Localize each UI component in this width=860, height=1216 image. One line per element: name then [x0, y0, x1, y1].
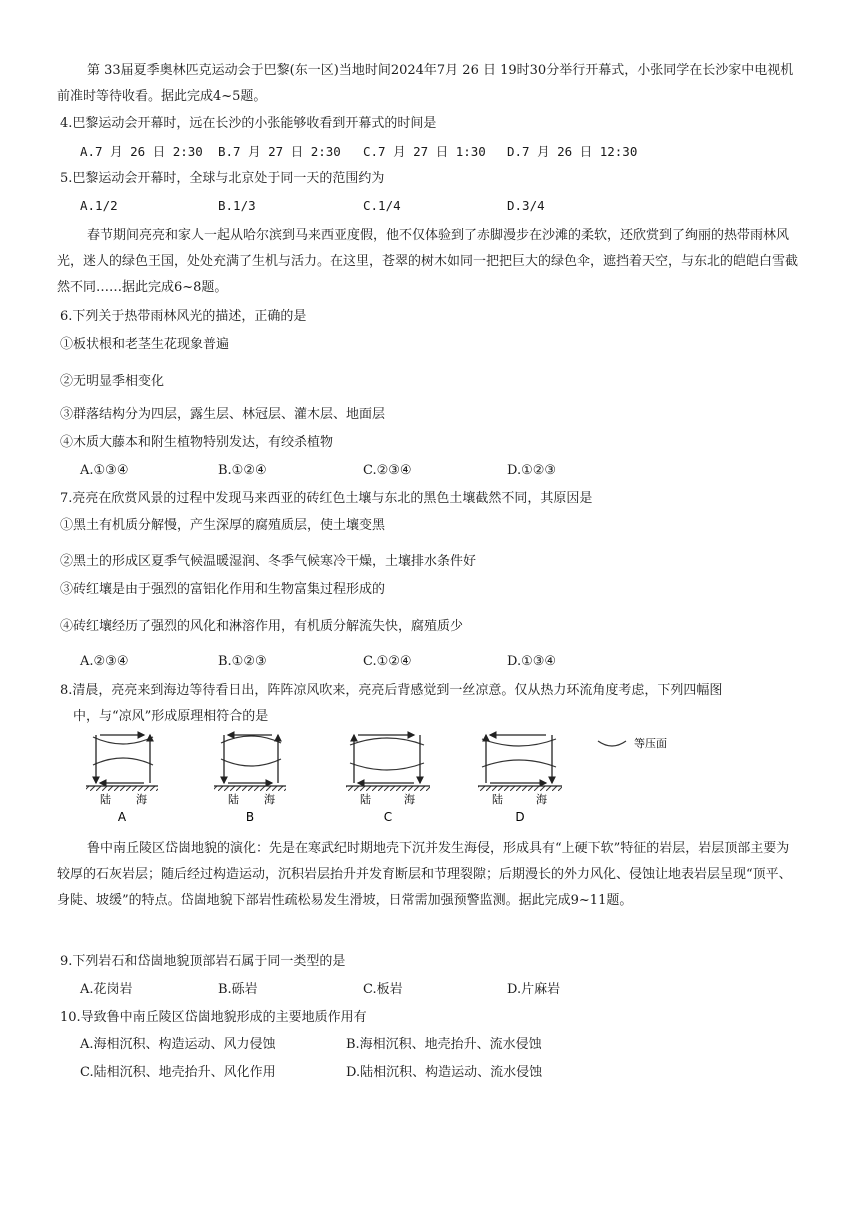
- thermal-circulation-figure: [78, 725, 678, 825]
- panel-d-sea-label: 海: [536, 793, 547, 806]
- panel-c[interactable]: [346, 735, 430, 824]
- q10-option-c[interactable]: C.陆相沉积、地壳抬升、风化作用: [80, 1065, 276, 1080]
- question-6-stem: 6.下列关于热带雨林风光的描述，正确的是: [60, 309, 307, 324]
- q6-statement-1: ①板状根和老茎生花现象普遍: [60, 337, 230, 352]
- q7-option-a[interactable]: A.②③④: [80, 654, 129, 669]
- q7-statement-2: ②黑土的形成区夏季气候温暖湿润、冬季气候寒冷干燥，土壤排水条件好: [60, 554, 477, 569]
- question-9-stem: 9.下列岩石和岱崮地貌顶部岩石属于同一类型的是: [60, 954, 346, 969]
- q7-statement-3: ③砖红壤是由于强烈的富铝化作用和生物富集过程形成的: [60, 582, 386, 597]
- q10-option-b[interactable]: B.海相沉积、地壳抬升、流水侵蚀: [346, 1037, 542, 1052]
- question-4-stem: 4.巴黎运动会开幕时，远在长沙的小张能够收看到开幕式的时间是: [60, 116, 437, 131]
- q6-statement-2: ②无明显季相变化: [60, 374, 165, 389]
- q5-option-a[interactable]: A.1/2: [80, 198, 118, 213]
- panel-d-land-label: 陆: [492, 793, 503, 806]
- question-5-stem: 5.巴黎运动会开幕时，全球与北京处于同一天的范围约为: [60, 171, 385, 186]
- q4-option-a[interactable]: A.7 月 26 日 2:30: [80, 144, 203, 159]
- q4-option-b[interactable]: B.7 月 27 日 2:30: [218, 144, 341, 159]
- q7-option-c[interactable]: C.①②④: [363, 654, 412, 669]
- q7-statement-1: ①黑土有机质分解慢，产生深厚的腐殖质层，使土壤变黑: [60, 518, 386, 533]
- passage-rainforest: 春节期间亮亮和家人一起从哈尔滨到马来西亚度假，他不仅体验到了赤脚漫步在沙滩的柔软，还欣赏到了绚丽的热带雨林风光，迷人的绿色王国，处处充满了生机与活力。在这里，苍翠的树木如同一把把巨大的绿色伞，遮挡着天空，与东北的皑皑白雪截然不同……据此完成6~8题。: [57, 228, 799, 295]
- isobar-legend-icon: [598, 741, 626, 746]
- q6-option-d[interactable]: D.①②③: [507, 463, 557, 478]
- panel-b-land-label: 陆: [228, 793, 239, 806]
- panel-b-label: B: [245, 810, 255, 824]
- panel-d-label: D: [515, 810, 525, 824]
- question-10-stem: 10.导致鲁中南丘陵区岱崮地貌形成的主要地质作用有: [60, 1010, 367, 1025]
- q7-option-b[interactable]: B.①②③: [218, 654, 267, 669]
- panel-a-sea-label: 海: [136, 793, 147, 806]
- q9-option-b[interactable]: B.砾岩: [218, 982, 258, 997]
- panel-d[interactable]: [478, 735, 562, 824]
- panel-c-sea-label: 海: [404, 793, 415, 806]
- q6-statement-4: ④木质大藤本和附生植物特别发达，有绞杀植物: [60, 435, 334, 450]
- q5-option-d[interactable]: D.3/4: [507, 198, 545, 213]
- q6-statement-3: ③群落结构分为四层，露生层、林冠层、灌木层、地面层: [60, 407, 386, 422]
- panel-a[interactable]: [86, 735, 158, 824]
- q10-option-a[interactable]: A.海相沉积、构造运动、风力侵蚀: [80, 1037, 276, 1052]
- q6-option-a[interactable]: A.①③④: [80, 463, 129, 478]
- q4-option-c[interactable]: C.7 月 27 日 1:30: [363, 144, 486, 159]
- q5-option-c[interactable]: C.1/4: [363, 198, 401, 213]
- panel-c-land-label: 陆: [360, 793, 371, 806]
- panel-a-land-label: 陆: [100, 793, 111, 806]
- q9-option-d[interactable]: D.片麻岩: [507, 982, 561, 997]
- q6-option-c[interactable]: C.②③④: [363, 463, 412, 478]
- q9-option-c[interactable]: C.板岩: [363, 982, 403, 997]
- figure-legend: [598, 737, 667, 750]
- q9-option-a[interactable]: A.花岗岩: [80, 982, 133, 997]
- panel-b[interactable]: [214, 735, 286, 824]
- passage-daigu-landform: 鲁中南丘陵区岱崮地貌的演化：先是在寒武纪时期地壳下沉并发生海侵，形成具有“上硬下软”特征的岩层，岩层顶部主要为较厚的石灰岩层；随后经过构造运动，沉积岩层抬升并发育断层和节理裂隙；后期漫长的外力风化、侵蚀让地表岩层呈现“顶平、身陡、坡缓”的特点。岱崮地貌下部岩性疏松易发生滑坡，日常需加强预警监测。据此完成9~11题。: [57, 841, 792, 908]
- q7-option-d[interactable]: D.①③④: [507, 654, 557, 669]
- q5-option-b[interactable]: B.1/3: [218, 198, 256, 213]
- panel-c-label: C: [383, 810, 393, 824]
- question-8-stem-line2: 中，与“凉风”形成原理相符合的是: [73, 709, 269, 724]
- q6-option-b[interactable]: B.①②④: [218, 463, 267, 478]
- q10-option-d[interactable]: D.陆相沉积、构造运动、流水侵蚀: [346, 1065, 543, 1080]
- q7-statement-4: ④砖红壤经历了强烈的风化和淋溶作用，有机质分解流失快，腐殖质少: [60, 619, 464, 634]
- panel-b-sea-label: 海: [264, 793, 275, 806]
- legend-isobar-label: 等压面: [634, 737, 667, 750]
- q4-option-d[interactable]: D.7 月 26 日 12:30: [507, 144, 638, 159]
- passage-olympics: 第 33届夏季奥林匹克运动会于巴黎(东一区)当地时间2024年7月 26 日 19时30分举行开幕式，小张同学在长沙家中电视机前准时等待收看。据此完成4~5题。: [57, 63, 794, 104]
- question-8-stem-line1: 8.清晨，亮亮来到海边等待看日出，阵阵凉风吹来，亮亮后背感觉到一丝凉意。仅从热力环流角度考虑，下列四幅图: [60, 683, 723, 698]
- question-7-stem: 7.亮亮在欣赏风景的过程中发现马来西亚的砖红色土壤与东北的黑色土壤截然不同，其原因是: [60, 491, 593, 506]
- panel-a-label: A: [117, 810, 127, 824]
